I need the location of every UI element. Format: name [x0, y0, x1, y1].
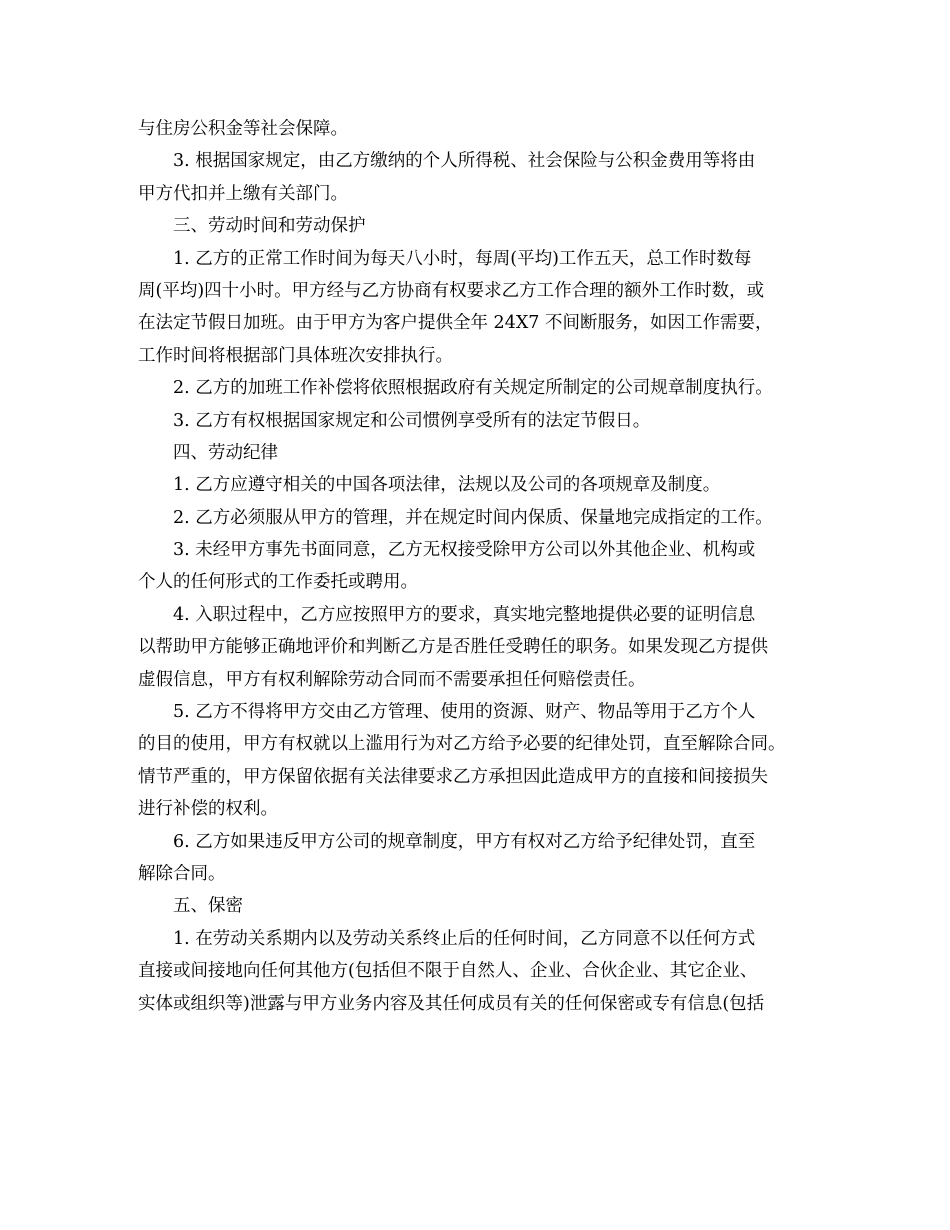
text-line: 五、保密: [173, 896, 243, 917]
text-line: 6. 乙方如果违反甲方公司的规章制度，甲方有权对乙方给予纪律处罚，直至: [173, 831, 756, 852]
text-line: 甲方代扣并上缴有关部门。: [138, 183, 348, 204]
text-line: 2. 乙方必须服从甲方的管理，并在规定时间内保质、保量地完成指定的工作。: [173, 507, 773, 528]
text-line: 的目的使用，甲方有权就以上滥用行为对乙方给予必要的纪律处罚，直至解除合同。: [138, 734, 786, 755]
text-line: 1. 乙方应遵守相关的中国各项法律，法规以及公司的各项规章及制度。: [173, 475, 721, 496]
text-line: 周(平均)四十小时。甲方经与乙方协商有权要求乙方工作合理的额外工作时数，或: [138, 280, 765, 301]
text-line: 个人的任何形式的工作委托或聘用。: [138, 572, 418, 593]
document-body: [138, 113, 818, 1020]
text-line: 工作时间将根据部门具体班次安排执行。: [138, 345, 453, 366]
text-line: 四、劳动纪律: [173, 442, 278, 463]
text-line: 以帮助甲方能够正确地评价和判断乙方是否胜任受聘任的职务。如果发现乙方提供: [138, 637, 768, 658]
text-line: 1. 乙方的正常工作时间为每天八小时，每周(平均)工作五天，总工作时数每: [173, 248, 752, 269]
text-line: 解除合同。: [138, 863, 226, 884]
text-line: 三、劳动时间和劳动保护: [173, 216, 366, 237]
text-line: 1. 在劳动关系期内以及劳动关系终止后的任何时间，乙方同意不以任何方式: [173, 928, 756, 949]
text-line: 实体或组织等)泄露与甲方业务内容及其任何成员有关的任何保密或专有信息(包括: [138, 993, 765, 1014]
text-line: 直接或间接地向任何其他方(包括但不限于自然人、企业、合伙企业、其它企业、: [138, 961, 758, 982]
text-line: 虚假信息，甲方有权利解除劳动合同而不需要承担任何赔偿责任。: [138, 669, 646, 690]
text-line: 在法定节假日加班。由于甲方为客户提供全年 24X7 不间断服务，如因工作需要，: [138, 313, 773, 334]
text-line: 进行补偿的权利。: [138, 799, 278, 820]
text-line: 3. 未经甲方事先书面同意，乙方无权接受除甲方公司以外其他企业、机构或: [173, 540, 756, 561]
text-line: 4. 入职过程中，乙方应按照甲方的要求，真实地完整地提供必要的证明信息: [173, 604, 756, 625]
text-line: 3. 根据国家规定，由乙方缴纳的个人所得税、社会保险与公积金费用等将由: [173, 151, 756, 172]
text-line: 5. 乙方不得将甲方交由乙方管理、使用的资源、财产、物品等用于乙方个人: [173, 702, 756, 723]
text-line: 2. 乙方的加班工作补偿将依照根据政府有关规定所制定的公司规章制度执行。: [173, 378, 773, 399]
text-line: 3. 乙方有权根据国家规定和公司惯例享受所有的法定节假日。: [173, 410, 651, 431]
text-line: 与住房公积金等社会保障。: [138, 119, 348, 139]
text-line: 情节严重的，甲方保留依据有关法律要求乙方承担因此造成甲方的直接和间接损失: [138, 766, 768, 787]
